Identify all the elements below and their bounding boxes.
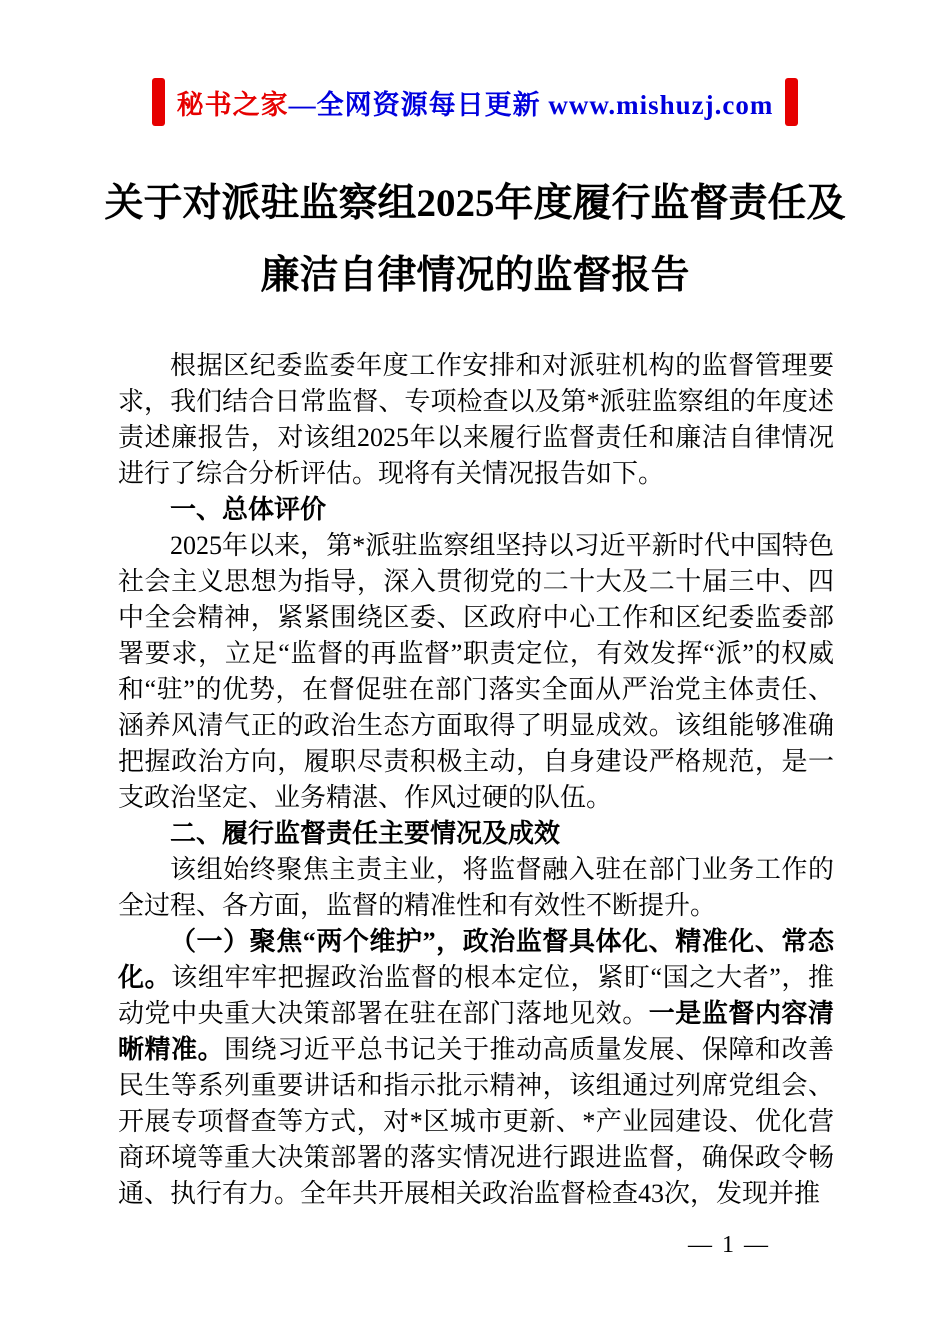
- paragraph-text: 该组牢牢把握政治监督的根本定位，紧盯“国之大者”，推动党中央重大决策部署在驻在部门落地见效。: [118, 963, 834, 1028]
- site-name: 秘书之家: [176, 89, 289, 120]
- paragraph-text: 根据区纪委监委年度工作安排和对派驻机构的监督管理要求，我们结合日常监督、专项检查以及第*派驻监察组的年度述责述廉报告，对该组2025年以来履行监督责任和廉洁自律情况进行了综合分析评估。现将有关情况报告如下。: [118, 351, 834, 488]
- paragraph-text: 该组始终聚焦主责主业，将监督融入驻在部门业务工作的全过程、各方面，监督的精准性和有效性不断提升。: [118, 855, 834, 920]
- paragraph: [118, 492, 834, 528]
- paragraph: [118, 924, 834, 1212]
- title-line-2: 廉洁自律情况的监督报告: [260, 254, 690, 297]
- paragraph-bold-text: 一、总体评价: [170, 495, 327, 524]
- header-right-bar-icon: [785, 78, 798, 126]
- title-line-1: 关于对派驻监察组2025年度履行监督责任及: [104, 182, 846, 225]
- paragraph-bold-text: 一是监督内容清晰精准。: [118, 999, 834, 1064]
- page-number: — 1 —: [688, 1232, 770, 1258]
- site-header: [0, 78, 950, 126]
- paragraph-bold-text: （一）聚焦“两个维护”，政治监督具体化、精准化、常态化。: [118, 927, 834, 992]
- paragraph-text: 2025年以来，第*派驻监察组坚持以习近平新时代中国特色社会主义思想为指导，深入贯彻党的二十大及二十届三中、四中全会精神，紧紧围绕区委、区政府中心工作和区纪委监委部署要求，立足“监督的再监督”职责定位，有效发挥“派”的权威和“驻”的优势，在督促驻在部门落实全面从严治党主体责任、涵养风清气正的政治生态方面取得了明显成效。该组能够准确把握政治方向，履职尽责积极主动，自身建设严格规范，是一支政治坚定、业务精湛、作风过硬的队伍。: [118, 531, 834, 812]
- paragraph: [118, 852, 834, 924]
- header-text: [177, 83, 774, 122]
- paragraph: [118, 816, 834, 852]
- header-tagline: —全网资源每日更新: [288, 89, 549, 120]
- paragraph: [118, 348, 834, 492]
- document-title: [0, 168, 950, 312]
- paragraph: [118, 528, 834, 816]
- document-body: [118, 348, 834, 1212]
- paragraph-text: 围绕习近平总书记关于推动高质量发展、保障和改善民生等系列重要讲话和指示批示精神，该组通过列席党组会、开展专项督查等方式，对*区城市更新、*产业园建设、优化营商环境等重大决策部署的落实情况进行跟进监督，确保政令畅通、执行有力。全年共开展相关政治监督检查43次，发现并推: [118, 1035, 834, 1208]
- header-url-link[interactable]: www.mishuzj.com: [548, 89, 774, 120]
- header-left-bar-icon: [152, 78, 165, 126]
- paragraph-bold-text: 二、履行监督责任主要情况及成效: [170, 819, 561, 848]
